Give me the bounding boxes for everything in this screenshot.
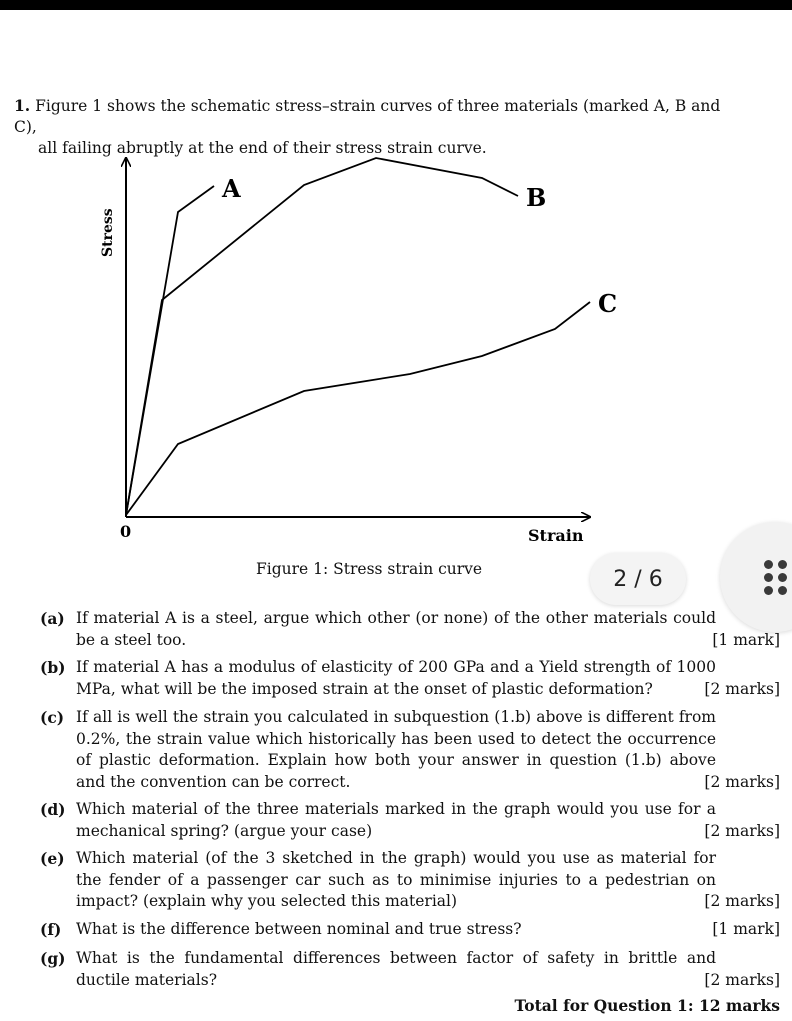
part-c [40, 707, 780, 793]
curve-b [126, 158, 518, 515]
curve-c [126, 302, 590, 515]
part-marks: [2 marks] [704, 679, 780, 698]
curve-label-c: C [598, 289, 618, 318]
page-indicator[interactable]: 2 / 6 [590, 553, 686, 605]
part-f [40, 919, 780, 941]
figure-caption: Figure 1: Stress strain curve [256, 560, 483, 578]
part-marks: [2 marks] [704, 970, 780, 989]
part-e [40, 848, 780, 913]
intro-line-1: Figure 1 shows the schematic stress–strain curves of three materials (marked A, B and C), [14, 97, 721, 136]
part-label: (c) [40, 708, 65, 727]
part-label: (g) [40, 949, 66, 968]
question-number: 1. [14, 96, 31, 115]
part-text: If material A has a modulus of elasticity of 200 GPa and a Yield strength of 1000 MPa, what will be the imposed strain at the onset of plastic deformation? [76, 658, 716, 698]
part-d [40, 799, 780, 842]
part-label: (f) [40, 920, 62, 939]
part-text: What is the difference between nominal and true stress? [76, 920, 522, 938]
part-label: (d) [40, 800, 66, 819]
part-marks: [2 marks] [704, 892, 780, 910]
curve-label-b: B [526, 183, 547, 212]
part-a [40, 608, 780, 651]
intro-line-2: all failing abruptly at the end of their stress strain curve. [38, 139, 487, 157]
curve-a [126, 186, 214, 515]
curve-label-a: A [222, 174, 241, 203]
part-text: If all is well the strain you calculated in subquestion (1.b) above is different from 0.2%, the strain value which historically has been used to detect the occurrence of plastic deformation. Explain how both your answer in question (1.b) above and the convention can be correct. [76, 708, 716, 791]
part-marks: [2 marks] [704, 772, 780, 791]
part-g [40, 948, 780, 991]
part-text: Which material of the three materials marked in the graph would you use for a mechanical spring? (argue your case) [76, 800, 716, 840]
part-text: What is the fundamental differences between factor of safety in brittle and ductile materials? [76, 949, 716, 989]
part-label: (a) [40, 609, 65, 628]
part-marks: [1 mark] [712, 920, 780, 938]
total-marks: Total for Question 1: 12 marks [514, 996, 780, 1015]
part-text: Which material (of the 3 sketched in the graph) would you use as material for the fender of a passenger car such as to minimise injuries to a pedestrian on impact? (explain why you selected this material) [76, 849, 716, 910]
part-marks: [1 mark] [712, 630, 780, 649]
x-axis-label: Strain [528, 526, 584, 545]
part-label: (b) [40, 658, 66, 677]
part-text: If material A is a steel, argue which other (or none) of the other materials could be a steel too. [76, 609, 716, 649]
y-axis-label: Stress [100, 208, 116, 257]
origin-label: 0 [120, 522, 132, 541]
grid-dots-icon [762, 560, 792, 596]
part-label: (e) [40, 849, 65, 868]
part-b [40, 657, 780, 700]
part-marks: [2 marks] [704, 821, 780, 840]
